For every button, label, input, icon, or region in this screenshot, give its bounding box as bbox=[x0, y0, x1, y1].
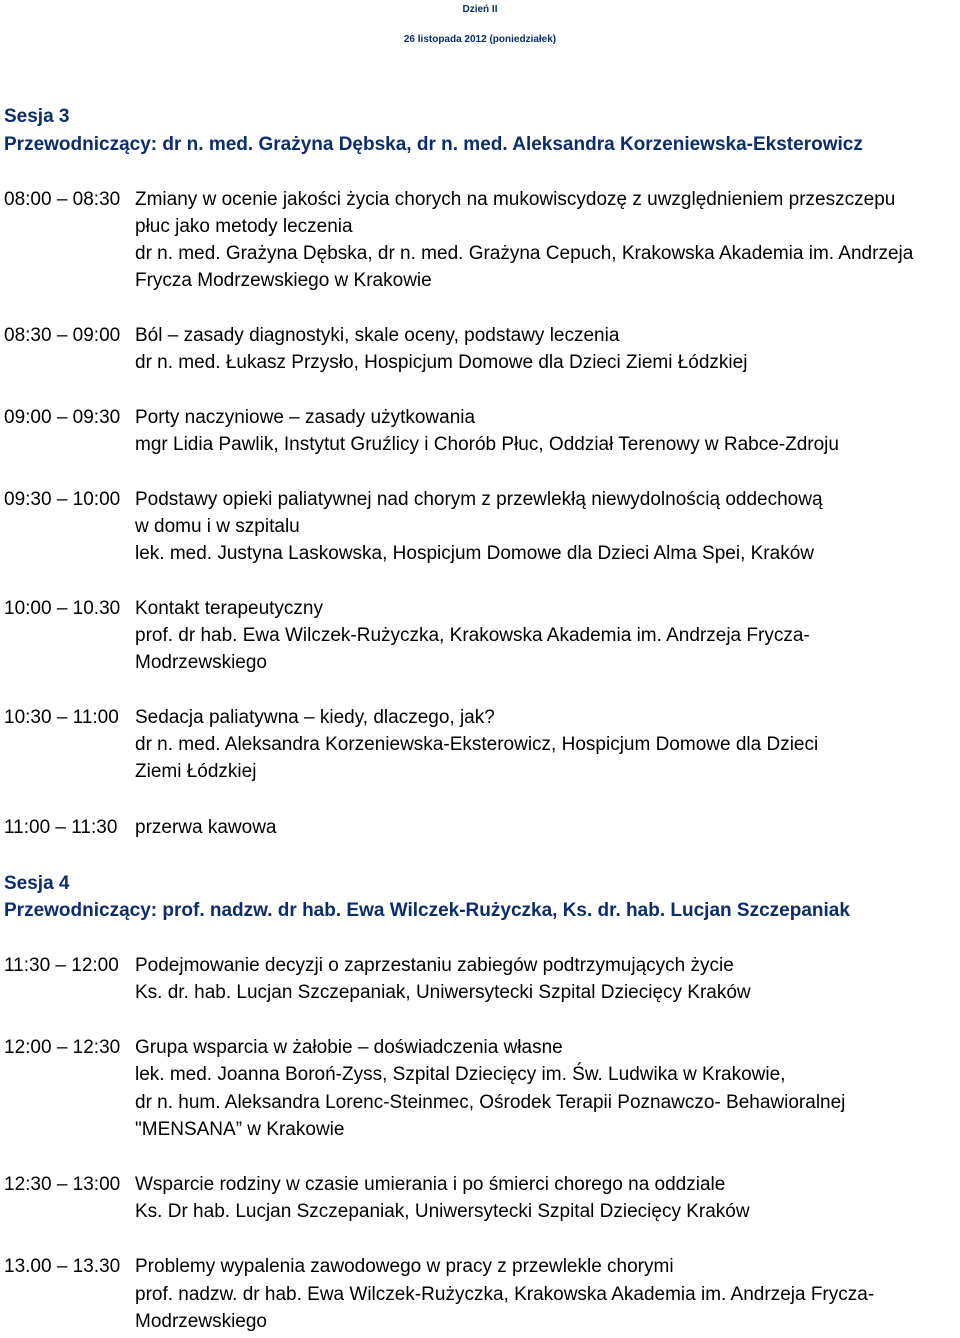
agenda-topic: Problemy wypalenia zawodowego w pracy z przewlekle chorymi bbox=[135, 1256, 674, 1277]
agenda-time: 12:00 – 12:30 bbox=[4, 1037, 121, 1058]
agenda-time: 13.00 – 13.30 bbox=[4, 1256, 121, 1277]
agenda-time: 09:30 – 10:00 bbox=[4, 489, 121, 510]
agenda-speaker: Ks. dr. hab. Lucjan Szczepaniak, Uniwersytecki Szpital Dziecięcy Kraków bbox=[135, 982, 751, 1003]
session-title: Sesja 4 bbox=[4, 873, 70, 894]
agenda-topic: Porty naczyniowe – zasady użytkowania bbox=[135, 407, 476, 428]
day-title: Dzień II bbox=[462, 4, 498, 15]
agenda-time: 09:00 – 09:30 bbox=[4, 407, 121, 428]
agenda-time: 12:30 – 13:00 bbox=[4, 1174, 121, 1195]
date-title: 26 listopada 2012 (poniedziałek) bbox=[403, 34, 557, 45]
agenda-speaker-2-cont: "MENSANA” w Krakowie bbox=[135, 1119, 345, 1140]
agenda-speaker-cont: Modrzewskiego bbox=[135, 652, 267, 673]
agenda-speaker: prof. nadzw. dr hab. Ewa Wilczek-Rużyczka, Krakowska Akademia im. Andrzeja Frycza- bbox=[135, 1284, 875, 1305]
agenda-speaker-cont: Frycza Modrzewskiego w Krakowie bbox=[135, 270, 432, 291]
agenda-time: 11:30 – 12:00 bbox=[4, 955, 119, 976]
agenda-speaker: mgr Lidia Pawlik, Instytut Gruźlicy i Chorób Płuc, Oddział Terenowy w Rabce-Zdroju bbox=[135, 434, 839, 455]
agenda-topic: Podstawy opieki paliatywnej nad chorym z przewlekłą niewydolnością oddechową bbox=[135, 489, 823, 510]
agenda-speaker: dr n. med. Grażyna Dębska, dr n. med. Grażyna Cepuch, Krakowska Akademia im. Andrzeja bbox=[135, 243, 914, 264]
agenda-speaker-2: dr n. hum. Aleksandra Lorenc-Steinmec, Ośrodek Terapii Poznawczo- Behawioralnej bbox=[135, 1092, 846, 1113]
agenda-topic: Kontakt terapeutyczny bbox=[135, 598, 323, 619]
agenda-speaker: dr n. med. Aleksandra Korzeniewska-Eksterowicz, Hospicjum Domowe dla Dzieci bbox=[135, 734, 819, 755]
agenda-speaker: dr n. med. Łukasz Przysło, Hospicjum Domowe dla Dzieci Ziemi Łódzkiej bbox=[135, 352, 748, 373]
agenda-speaker: lek. med. Joanna Boroń-Zyss, Szpital Dziecięcy im. Św. Ludwika w Krakowie, bbox=[135, 1064, 786, 1085]
agenda-time: 10:00 – 10.30 bbox=[4, 598, 121, 619]
agenda-topic: Wsparcie rodziny w czasie umierania i po śmierci chorego na oddziale bbox=[135, 1174, 726, 1195]
agenda-topic-cont: płuc jako metody leczenia bbox=[135, 216, 353, 237]
agenda-topic: Ból – zasady diagnostyki, skale oceny, podstawy leczenia bbox=[135, 325, 620, 346]
agenda-speaker-cont: Ziemi Łódzkiej bbox=[135, 761, 257, 782]
agenda-time: 10:30 – 11:00 bbox=[4, 707, 119, 728]
agenda-speaker: lek. med. Justyna Laskowska, Hospicjum Domowe dla Dzieci Alma Spei, Kraków bbox=[135, 543, 814, 564]
agenda-topic: Zmiany w ocenie jakości życia chorych na mukowiscydozę z uwzględnieniem przeszczepu bbox=[135, 189, 896, 210]
agenda-time: 08:00 – 08:30 bbox=[4, 189, 121, 210]
agenda-topic: Grupa wsparcia w żałobie – doświadczenia własne bbox=[135, 1037, 563, 1058]
agenda-topic-cont: w domu i w szpitalu bbox=[135, 516, 300, 537]
agenda-speaker-cont: Modrzewskiego bbox=[135, 1311, 267, 1332]
agenda-speaker: prof. dr hab. Ewa Wilczek-Rużyczka, Krakowska Akademia im. Andrzeja Frycza- bbox=[135, 625, 810, 646]
agenda-time: 11:00 – 11:30 bbox=[4, 817, 118, 838]
session-chairs: Przewodniczący: dr n. med. Grażyna Dębska, dr n. med. Aleksandra Korzeniewska-Eksterowicz bbox=[4, 134, 863, 155]
agenda-topic: Sedacja paliatywna – kiedy, dlaczego, jak? bbox=[135, 707, 495, 728]
agenda-topic: Podejmowanie decyzji o zaprzestaniu zabiegów podtrzymujących życie bbox=[135, 955, 734, 976]
session-chairs: Przewodniczący: prof. nadzw. dr hab. Ewa Wilczek-Rużyczka, Ks. dr. hab. Lucjan Szczepaniak bbox=[4, 900, 850, 921]
agenda-time: 08:30 – 09:00 bbox=[4, 325, 121, 346]
agenda-speaker: Ks. Dr hab. Lucjan Szczepaniak, Uniwersytecki Szpital Dziecięcy Kraków bbox=[135, 1201, 750, 1222]
session-title: Sesja 3 bbox=[4, 106, 70, 127]
agenda-topic: przerwa kawowa bbox=[135, 817, 277, 838]
